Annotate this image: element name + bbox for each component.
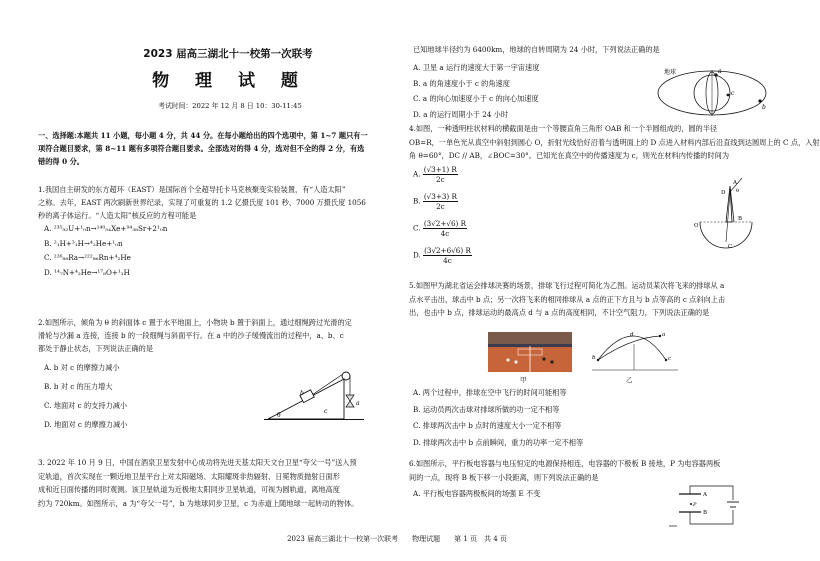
label-A: A: [703, 492, 707, 498]
volleyball-photo: [488, 332, 572, 372]
rope-b: [312, 374, 343, 395]
question-5: [409, 279, 771, 320]
point-c: [665, 359, 667, 361]
wire-top: [690, 486, 733, 500]
q6-option-a: A. 平行板电容器两极板间的场强 E 不变: [413, 489, 541, 498]
q1-line: 之称。去年，EAST 两次刷新世界纪录，实现了可重复的 1.2 亿摄氏度 101 秒、7000 万摄氏度 1056: [38, 198, 366, 207]
q4-line: 角 θ=60°，DC // AB，∠BOC=30°。已知光在真空中的传播速度为 c，则光在材料内传播的时间为: [409, 151, 730, 160]
q3-intro: 已知地球半径约为 6400km，地球的自转周期为 24 小时，下列说法正确的是: [413, 45, 660, 54]
label-D: D: [721, 190, 726, 196]
q2-option-b: B. b 对 c 的压力增大: [44, 382, 113, 391]
q5-option-d: D. 排球两次击中 b 点前瞬间，重力的功率一定不相等: [413, 437, 584, 447]
q2-option-c: C. 地面对 c 的支持力减小: [44, 401, 128, 410]
label-B: B: [703, 510, 708, 516]
exam-time: 考试时间：2022 年 12 月 8 日 10：30-11:45: [158, 102, 302, 110]
object-c: [727, 94, 730, 97]
q2-incline-figure: [262, 365, 367, 427]
q3-line: 3. 2022 年 10 月 9 日，中国在酒泉卫星发射中心成功将先进天基太阳天文台卫星“夸父一号”送入预: [38, 458, 357, 467]
section-line: 项符合题目要求，第 8~11 题有多项符合题目要求。全部选对的得 4 分，选对但不全的得 2 分，有选: [38, 144, 365, 153]
q3-option-c: C. a 的向心加速度小于 c 的向心加速度: [413, 94, 539, 103]
q4-line: 4.如图，一种透明柱状材料的横截面是由一个等腰直角三角形 OAB 和一个半圆组成的，圆的半径: [409, 124, 718, 133]
q6-line: 6.如图所示，平行板电容器与电压恒定的电源保持相连，电容器的下极板 B 接地，P 为电容器两板: [409, 459, 721, 468]
q4-d-denominator: 4c: [443, 255, 452, 265]
label-d: d: [630, 332, 634, 338]
question-5-options: [413, 385, 771, 451]
question-1: [38, 183, 400, 280]
section-line: 一、选择题:本题共 11 小题，每小题 4 分，共 44 分。在每小题给出的四个选项中，第 1~7 题只有一: [38, 131, 368, 140]
label-O: O: [694, 223, 699, 229]
q3-line: 定轨道，首次实现在一颗近地卫星平台上对太阳磁场、太阳耀斑非热辐射、日冕物质抛射日面形: [38, 471, 340, 481]
satellite-b: [758, 99, 761, 102]
q1-option-d: D. ¹⁴₇N+⁴₂He→¹⁷₈O+¹₁H: [44, 267, 130, 277]
q2-option-d: D. 地面对 c 的摩擦力减小: [44, 420, 128, 429]
q4-c-numerator: (3√2+√6) R: [423, 218, 467, 228]
q1-line: 秒的离子体运行。“人造太阳”核反应的方程可能是: [38, 211, 197, 220]
q5-trajectory-figure: [590, 330, 680, 374]
q4-line: OB=R，一单色光从真空中斜射到圆心 O，折射光线恰好沿着与透明面上的 D 点进入材料内部后沿直线到达圆周上的 C 点，入射: [409, 137, 820, 147]
q6-capacitor-figure: [655, 482, 745, 532]
page-footer: 2023 届高三湖北十一校第一次联考 物理试题 第 1 页 共 4 页: [287, 535, 507, 543]
hourglass-a: [346, 395, 354, 407]
trajectory-ab: [598, 336, 660, 360]
label-jia: 甲: [520, 376, 527, 384]
q3-line: 成和近日面传播的同时观测。该卫星轨道为近极地太阳同步卫星轨道，可视为圆轨道，离地高度: [38, 485, 340, 494]
trajectory-cb: [598, 336, 666, 360]
q5-option-c: C. 排球两次击中 b 点时的速度大小一定不相等: [413, 421, 562, 430]
pulley: [342, 372, 350, 380]
q1-line: 1.我国自主研发的东方超环（EAST）是国际首个全超导托卡马克核聚变实验装置，有“人造太阳”: [38, 185, 346, 194]
label-c: c: [731, 90, 735, 97]
section-instructions: [38, 129, 400, 168]
point-b: [597, 359, 599, 361]
label-theta: θ: [277, 412, 281, 419]
label-P: P: [693, 502, 697, 508]
q4-a-denominator: 2c: [436, 174, 445, 184]
q4-d-numerator: (3√2+6√6) R: [424, 245, 471, 255]
q1-option-c: C. ²²⁶₈₈Ra→²²²₈₆Rn+⁴₂He: [44, 253, 131, 262]
label-B: B: [738, 216, 743, 222]
label-b: b: [300, 390, 304, 397]
semicircle: [700, 222, 752, 248]
q4-option-d: D. $\frac{(3√2+6√6) R}{4c}$: [413, 245, 471, 265]
q3-orbit-figure: [650, 62, 770, 124]
label-C: C: [728, 244, 733, 250]
q5-option-b: B. 运动员两次击球对排球所做的功一定不相等: [413, 404, 560, 414]
label-a: a: [662, 332, 666, 338]
label-c: c: [668, 356, 672, 362]
q4-b-denominator: 2c: [436, 201, 445, 211]
q4-optics-figure: [690, 172, 760, 250]
exam-title: 2023 届高三湖北十一校第一次联考: [143, 48, 313, 60]
q3-option-d: D. a 的运行周期小于 24 小时: [413, 109, 509, 119]
q5-option-a: A. 两个过程中，排球在空中飞行的时间可能相等: [413, 388, 567, 397]
q2-line: 滑轮与沙漏 a 连接，连接 b 的一段细绳与斜面平行。在 a 中的沙子缓慢流出的过程中，a、b、c: [38, 331, 344, 340]
q6-line: 间的一点，现将 B 板下移一小段距离，则下列说法正确的是: [409, 472, 599, 482]
q2-line: 都处于静止状态，下列说法正确的是: [38, 344, 154, 353]
label-a: a: [356, 400, 360, 407]
q4-option-b: B. $\frac{(√3+3) R}{2c}$: [413, 191, 457, 211]
q1-option-b: B. ²₁H+³₁H→⁴₂He+¹₀n: [44, 238, 123, 248]
q3-line: 约为 720km。如图所示，a 为“夸父一号”，b 为地球同步卫星，c 为赤道上随地球一起转动的物体。: [38, 498, 359, 508]
q2-option-a: A. b 对 c 的摩擦力减小: [44, 363, 120, 372]
q5-line: 5.如图甲为湖北省运会排球决赛的场景，排球飞行过程可简化为乙图。运动员某次将飞来的排球从 a: [409, 281, 725, 290]
label-b: b: [592, 355, 596, 361]
q5-line: 出，也击中 b 点，排球运动的最高点 d 与 a 点的高度相同，不计空气阻力，下列说法正确的是: [409, 308, 710, 317]
q2-line: 2.如图所示，倾角为 θ 的斜面体 c 置于水平地面上，小物块 b 置于斜面上，通过细绳跨过光滑的定: [38, 318, 352, 327]
label-c: c: [324, 408, 328, 415]
subject-title: 物 理 试 题: [152, 71, 308, 91]
label-b: b: [762, 104, 766, 111]
q4-a-numerator: (√3+1) R: [423, 164, 457, 174]
q4-option-c: C. $\frac{(3√2+√6) R}{4c}$: [413, 218, 467, 238]
label-a: a: [718, 68, 722, 75]
section-line: 错的得 0 分。: [38, 157, 84, 166]
q1-option-a: A. ²³⁵₉₂U+¹₀n→¹⁴⁰₅₄Xe+⁹⁴₃₈Sr+2¹₀n: [44, 224, 168, 233]
q4-option-a: A. $\frac{(√3+1) R}{2c}$: [413, 164, 457, 184]
q5-line: 点水平击出，球击中 b 点；另一次将飞来的相同排球从 a 点的正下方且与 b 点等高的 c 点斜向上击: [409, 294, 726, 304]
q3-option-a: A. 卫星 a 运行的速度大于第一宇宙速度: [413, 63, 540, 72]
q3-option-b: B. a 的角速度小于 c 的角速度: [413, 78, 510, 88]
label-yi: 乙: [626, 376, 633, 384]
q4-b-numerator: (√3+3) R: [423, 191, 457, 201]
label-theta: θ: [736, 188, 740, 194]
q4-c-denominator: 4c: [440, 228, 450, 238]
label-A: A: [733, 180, 737, 186]
point-a: [659, 335, 661, 337]
point-p: [690, 503, 692, 505]
question-3: [38, 456, 400, 510]
label-earth: 地球: [664, 69, 677, 76]
